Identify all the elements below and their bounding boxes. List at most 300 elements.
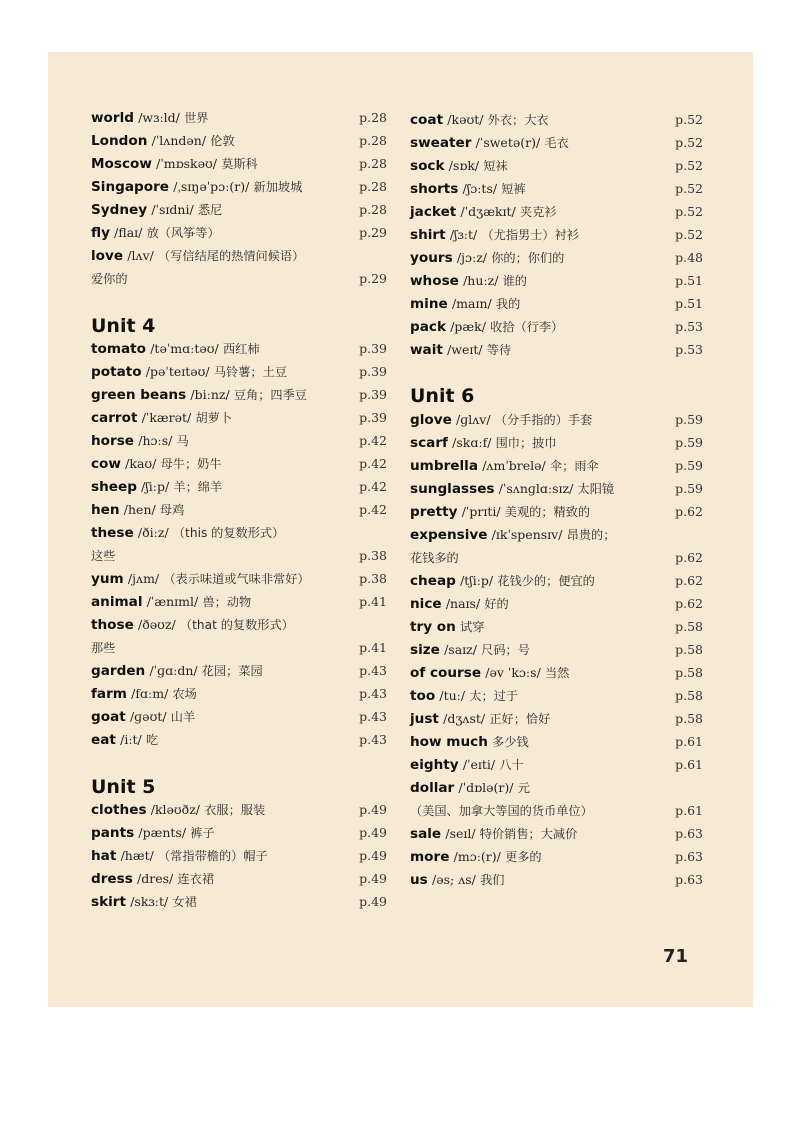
entry-page-ref: p.59 <box>675 458 703 473</box>
entry-line <box>410 871 504 890</box>
entry-translation: 毛衣 <box>544 136 569 150</box>
entry-word: sale <box>410 826 442 842</box>
entry-word: pretty <box>410 504 458 520</box>
entry-word: glove <box>410 412 452 428</box>
entry-page-ref: p.42 <box>359 433 387 448</box>
entry-phonetic: /ˈsʌnɡlɑːsɪz/ <box>498 481 574 496</box>
entry-word: more <box>410 849 450 865</box>
entry-line <box>91 616 294 635</box>
entry-line <box>410 480 614 499</box>
entry-line <box>410 180 526 199</box>
entry-line <box>91 824 215 843</box>
entry-line <box>91 155 258 174</box>
entry-line <box>91 386 307 405</box>
entry-line <box>91 178 302 197</box>
entry-translation: 放（风筝等） <box>146 226 220 240</box>
entry-phonetic: /ˈlʌndən/ <box>151 133 207 148</box>
entry-line <box>91 662 263 681</box>
vocab-entry <box>91 616 387 662</box>
vocab-entry <box>410 480 703 503</box>
entry-translation: 我们 <box>480 873 505 887</box>
entry-translation: 美观的；精致的 <box>504 505 591 519</box>
entry-translation: 新加坡城 <box>253 180 303 194</box>
entry-translation: 更多的 <box>505 850 542 864</box>
entry-word: garden <box>91 663 146 679</box>
vocab-entry <box>91 524 387 570</box>
entry-translation-continued: 爱你的 <box>91 272 128 286</box>
vocab-entry <box>410 434 703 457</box>
vocab-entry <box>410 457 703 480</box>
entry-word: wait <box>410 342 443 358</box>
entry-phonetic: /lʌv/ <box>127 248 154 263</box>
entry-translation: 太阳镜 <box>577 482 615 496</box>
entry-word: whose <box>410 273 459 289</box>
vocab-entry <box>410 687 703 710</box>
entry-phonetic: /ˈswetə(r)/ <box>475 135 541 150</box>
entry-line <box>410 710 550 729</box>
entry-translation: 短裤 <box>501 182 526 196</box>
vocab-entry <box>91 593 387 616</box>
entry-page-ref: p.51 <box>675 273 703 288</box>
entry-translation: 马铃薯；土豆 <box>213 365 287 379</box>
entry-phonetic: /ˈdɒlə(r)/ <box>458 780 514 795</box>
entry-page-ref: p.62 <box>675 596 703 611</box>
entry-page-ref: p.58 <box>675 711 703 726</box>
entry-phonetic: /maɪn/ <box>451 296 492 311</box>
entry-line <box>410 756 524 775</box>
entry-page-ref: p.61 <box>675 734 703 749</box>
vocab-entry <box>410 871 703 894</box>
entry-line <box>91 340 260 359</box>
entry-phonetic: /wɜːld/ <box>138 110 180 125</box>
entry-page-ref: p.43 <box>359 663 387 678</box>
entry-word: those <box>91 617 134 633</box>
unit-heading: Unit 6 <box>410 385 475 407</box>
vocab-entry <box>410 618 703 641</box>
vocab-entry <box>410 157 703 180</box>
entry-phonetic: /ðiːz/ <box>137 525 169 540</box>
entry-word: too <box>410 688 436 704</box>
vocab-entry <box>410 710 703 733</box>
entry-phonetic: /pæk/ <box>450 319 486 334</box>
entry-line <box>410 526 615 545</box>
entry-translation: 马 <box>176 434 189 448</box>
entry-translation-continued: 那些 <box>91 641 116 655</box>
entry-translation: 兽；动物 <box>202 595 252 609</box>
entry-word: just <box>410 711 439 727</box>
entry-phonetic: /ðəʊz/ <box>138 617 176 632</box>
entry-page-ref: p.59 <box>675 412 703 427</box>
entry-word: skirt <box>91 894 126 910</box>
vocab-entry <box>91 386 387 409</box>
entry-line <box>91 501 184 520</box>
vocab-entry <box>410 411 703 434</box>
vocabulary-page <box>48 52 753 1007</box>
entry-word: of course <box>410 665 482 681</box>
entry-translation: 农场 <box>172 687 197 701</box>
vocab-entry <box>91 201 387 224</box>
entry-translation: 母鸡 <box>159 503 185 517</box>
entry-page-ref: p.62 <box>675 573 703 588</box>
entry-page-ref: p.63 <box>675 849 703 864</box>
entry-translation: 元 <box>517 781 530 795</box>
entry-translation: 我的 <box>495 297 521 311</box>
entry-translation: 你的；你们的 <box>491 251 565 265</box>
entry-line <box>91 409 232 428</box>
vocab-entry <box>91 570 387 593</box>
entry-line <box>91 363 287 382</box>
entry-word: hat <box>91 848 117 864</box>
entry-page-ref: p.53 <box>675 319 703 334</box>
entry-translation: 伦敦 <box>210 134 235 148</box>
entry-translation: 裤子 <box>190 826 215 840</box>
entry-page-ref: p.28 <box>359 133 387 148</box>
entry-phonetic: /ɡəʊt/ <box>129 709 167 724</box>
entry-word: how much <box>410 734 488 750</box>
entry-word: world <box>91 110 134 126</box>
entry-word: scarf <box>410 435 448 451</box>
entry-line <box>91 685 197 704</box>
vocab-entry <box>410 226 703 249</box>
entry-translation: 外衣；大衣 <box>487 113 549 127</box>
entry-line <box>410 664 569 683</box>
entry-phonetic: /ʃiːp/ <box>141 479 170 494</box>
entry-word: animal <box>91 594 143 610</box>
entry-page-ref: p.39 <box>359 341 387 356</box>
entry-translation: 羊；绵羊 <box>173 480 223 494</box>
vocab-entry <box>91 870 387 893</box>
entry-phonetic: /ɪkˈspensɪv/ <box>491 527 563 542</box>
entry-phonetic: /ˈmɒskəʊ/ <box>156 156 217 171</box>
entry-line <box>410 111 549 130</box>
entry-line <box>410 572 595 591</box>
entry-phonetic: /əs; ʌs/ <box>431 872 476 887</box>
entry-phonetic: /ˌsɪŋəˈpɔː(r)/ <box>173 179 250 194</box>
entry-translation: 莫斯科 <box>221 157 258 171</box>
entry-translation: （that 的复数形式） <box>179 618 294 632</box>
entry-translation: 豆角；四季豆 <box>233 388 307 402</box>
entry-translation-continued: （美国、加拿大等国的货币单位） <box>410 804 593 818</box>
vocab-entry <box>91 155 387 178</box>
entry-page-ref: p.43 <box>359 732 387 747</box>
entry-translation: （分手指的）手套 <box>494 413 593 427</box>
entry-page-ref: p.41 <box>359 640 387 655</box>
entry-translation: 尺码；号 <box>481 643 530 657</box>
entry-phonetic: /əv ˈkɔːs/ <box>485 665 541 680</box>
entry-word: size <box>410 642 440 658</box>
entry-page-ref: p.48 <box>675 250 703 265</box>
page-number: 71 <box>663 946 689 967</box>
entry-phonetic: /tuː/ <box>439 688 466 703</box>
entry-word: cow <box>91 456 121 472</box>
vocab-entry <box>91 247 387 293</box>
entry-word: goat <box>91 709 126 725</box>
entry-line <box>91 247 304 266</box>
entry-page-ref: p.28 <box>359 110 387 125</box>
entry-word: hen <box>91 502 120 518</box>
entry-page-ref: p.52 <box>675 227 703 242</box>
entry-line <box>91 870 214 889</box>
entry-translation: 西红柿 <box>222 342 260 356</box>
entry-word: jacket <box>410 204 457 220</box>
vocab-entry <box>410 572 703 595</box>
entry-translation: 世界 <box>184 111 209 125</box>
vocab-entry <box>410 779 703 825</box>
entry-word: love <box>91 248 124 264</box>
vocab-entry <box>91 109 387 132</box>
entry-line <box>410 641 530 660</box>
entry-page-ref: p.29 <box>359 271 387 286</box>
vocab-entry <box>91 363 387 386</box>
vocab-entry <box>410 203 703 226</box>
entry-word: tomato <box>91 341 147 357</box>
entry-phonetic: /jɔːz/ <box>456 250 487 265</box>
entry-line <box>91 132 235 151</box>
vocab-entry <box>91 132 387 155</box>
vocab-entry <box>410 318 703 341</box>
entry-page-ref: p.39 <box>359 387 387 402</box>
entry-translation: 谁的 <box>502 274 527 288</box>
vocab-entry <box>91 501 387 524</box>
entry-translation: 伞；雨伞 <box>549 459 599 473</box>
entry-page-ref: p.58 <box>675 688 703 703</box>
entry-word: sock <box>410 158 445 174</box>
vocab-entry <box>410 134 703 157</box>
entry-translation: 好的 <box>484 597 509 611</box>
entry-word: carrot <box>91 410 138 426</box>
entry-word: shorts <box>410 181 459 197</box>
entry-phonetic: /biːnz/ <box>190 387 230 402</box>
entry-line <box>91 593 251 612</box>
entry-line <box>410 457 599 476</box>
entry-translation: 正好；恰好 <box>489 712 551 726</box>
entry-line <box>410 618 484 637</box>
vocab-entry <box>410 111 703 134</box>
entry-translation: 当然 <box>544 666 570 680</box>
entry-line <box>410 503 590 522</box>
entry-word: cheap <box>410 573 456 589</box>
vocab-entry <box>410 503 703 526</box>
entry-page-ref: p.49 <box>359 894 387 909</box>
entry-translation: （表示味道或气味非常好） <box>163 572 310 586</box>
entry-page-ref: p.62 <box>675 504 703 519</box>
entry-page-ref: p.49 <box>359 848 387 863</box>
vocab-entry <box>410 825 703 848</box>
entry-word: Singapore <box>91 179 170 195</box>
entry-page-ref: p.51 <box>675 296 703 311</box>
entry-translation: 花钱少的；便宜的 <box>497 574 595 588</box>
entry-translation: 悉尼 <box>197 203 223 217</box>
entry-phonetic: /kəʊt/ <box>447 112 484 127</box>
entry-line <box>410 226 579 245</box>
vocab-entry <box>410 249 703 272</box>
entry-phonetic: /ˈkærət/ <box>141 410 192 425</box>
entry-line <box>410 295 520 314</box>
vocab-entry <box>410 180 703 203</box>
entry-phonetic: /ˈsɪdni/ <box>151 202 194 217</box>
vocab-entry <box>410 272 703 295</box>
entry-page-ref: p.39 <box>359 410 387 425</box>
entry-word: dollar <box>410 780 455 796</box>
entry-line <box>410 848 542 867</box>
entry-page-ref: p.63 <box>675 872 703 887</box>
entry-line <box>91 708 195 727</box>
entry-line <box>410 272 527 291</box>
vocab-entry <box>410 733 703 756</box>
entry-phonetic: /sɒk/ <box>448 158 480 173</box>
entry-line <box>410 134 569 153</box>
entry-translation: 等待 <box>486 343 512 357</box>
entry-word: try on <box>410 619 456 635</box>
entry-line <box>410 249 564 268</box>
vocab-entry <box>91 685 387 708</box>
entry-page-ref: p.28 <box>359 156 387 171</box>
entry-translation: 试穿 <box>460 620 485 634</box>
vocab-entry <box>91 731 387 754</box>
entry-line <box>91 478 222 497</box>
entry-word: fly <box>91 225 110 241</box>
entry-phonetic: /kaʊ/ <box>125 456 157 471</box>
entry-line <box>410 595 509 614</box>
vocab-entry <box>91 432 387 455</box>
entry-line <box>410 318 563 337</box>
entry-line <box>91 524 284 543</box>
entry-page-ref: p.52 <box>675 135 703 150</box>
entry-phonetic: /dʒʌst/ <box>443 711 486 726</box>
entry-page-ref: p.59 <box>675 435 703 450</box>
entry-page-ref: p.42 <box>359 456 387 471</box>
entry-translation: 短袜 <box>483 159 508 173</box>
vocab-entry <box>91 455 387 478</box>
entry-phonetic: /ˈænɪml/ <box>146 594 199 609</box>
entry-phonetic: /təˈmɑːtəʊ/ <box>150 341 219 356</box>
entry-phonetic: /ʃɔːts/ <box>462 181 498 196</box>
entry-word: these <box>91 525 134 541</box>
entry-word: yours <box>410 250 453 266</box>
entry-translation: （尤指男士）衬衫 <box>481 228 579 242</box>
entry-page-ref: p.28 <box>359 202 387 217</box>
entry-phonetic: /huːz/ <box>463 273 499 288</box>
entry-word: expensive <box>410 527 488 543</box>
entry-translation: 昂贵的； <box>566 528 616 542</box>
entry-page-ref: p.61 <box>675 803 703 818</box>
vocab-entry <box>410 641 703 664</box>
entry-word: dress <box>91 871 133 887</box>
entry-line <box>410 779 530 798</box>
entry-translation: 衣服；服装 <box>204 803 266 817</box>
entry-translation-continued: 这些 <box>91 549 116 563</box>
entry-translation: 收拾（行李） <box>490 320 564 334</box>
entry-page-ref: p.63 <box>675 826 703 841</box>
entry-translation: 夹克衫 <box>519 205 557 219</box>
entry-word: sheep <box>91 479 137 495</box>
entry-translation: 特价销售；大减价 <box>479 827 578 841</box>
vocab-entry <box>91 662 387 685</box>
entry-phonetic: /fɑːm/ <box>131 686 169 701</box>
entry-phonetic: /skɜːt/ <box>130 894 169 909</box>
entry-word: pack <box>410 319 447 335</box>
entry-phonetic: /jʌm/ <box>127 571 160 586</box>
vocab-entry <box>410 664 703 687</box>
entry-phonetic: /tʃiːp/ <box>460 573 494 588</box>
entry-word: mine <box>410 296 448 312</box>
entry-page-ref: p.38 <box>359 548 387 563</box>
entry-word: sunglasses <box>410 481 495 497</box>
entry-page-ref: p.29 <box>359 225 387 240</box>
entry-page-ref: p.52 <box>675 112 703 127</box>
vocab-entry <box>410 595 703 618</box>
entry-page-ref: p.43 <box>359 686 387 701</box>
entry-phonetic: /ˈprɪti/ <box>461 504 501 519</box>
entry-phonetic: /ˈdʒækɪt/ <box>460 204 516 219</box>
entry-page-ref: p.39 <box>359 364 387 379</box>
entry-word: nice <box>410 596 442 612</box>
entry-line <box>91 893 197 912</box>
entry-page-ref: p.52 <box>675 204 703 219</box>
entry-translation: 八十 <box>499 758 524 772</box>
entry-line <box>410 341 511 360</box>
entry-word: Moscow <box>91 156 152 172</box>
entry-word: yum <box>91 571 124 587</box>
entry-line <box>91 847 268 866</box>
entry-phonetic: /ʌmˈbrelə/ <box>482 458 546 473</box>
entry-phonetic: /pænts/ <box>138 825 187 840</box>
entry-line <box>91 432 189 451</box>
entry-line <box>91 455 222 474</box>
entry-phonetic: /hen/ <box>123 502 156 517</box>
entry-translation: 太；过于 <box>469 689 519 703</box>
entry-word: clothes <box>91 802 147 818</box>
entry-page-ref: p.49 <box>359 871 387 886</box>
entry-line <box>91 570 310 589</box>
entry-line <box>91 224 220 243</box>
entry-line <box>410 825 577 844</box>
entry-translation: 花园；菜园 <box>201 664 263 678</box>
entry-translation: （this 的复数形式） <box>172 526 285 540</box>
entry-phonetic: /kləʊðz/ <box>150 802 201 817</box>
entry-page-ref: p.42 <box>359 502 387 517</box>
unit-heading: Unit 4 <box>91 315 156 337</box>
entry-line <box>410 411 592 430</box>
entry-page-ref: p.43 <box>359 709 387 724</box>
entry-page-ref: p.52 <box>675 158 703 173</box>
entry-line <box>91 731 158 750</box>
entry-phonetic: /ˈeɪti/ <box>462 757 496 772</box>
vocab-entry <box>91 801 387 824</box>
entry-translation: （写信结尾的热情问候语） <box>158 249 305 263</box>
entry-translation: 母牛；奶牛 <box>160 457 222 471</box>
entry-phonetic: /ʃɜːt/ <box>449 227 478 242</box>
entry-word: Sydney <box>91 202 148 218</box>
vocab-entry <box>91 409 387 432</box>
entry-word: sweater <box>410 135 472 151</box>
entry-phonetic: /saɪz/ <box>444 642 477 657</box>
entry-line <box>410 733 529 752</box>
entry-translation: 胡萝卜 <box>195 411 233 425</box>
vocab-entry <box>91 824 387 847</box>
entry-phonetic: /mɔː(r)/ <box>453 849 501 864</box>
entry-word: potato <box>91 364 142 380</box>
entry-word: umbrella <box>410 458 478 474</box>
entry-page-ref: p.52 <box>675 181 703 196</box>
vocab-entry <box>91 340 387 363</box>
vocab-entry <box>91 224 387 247</box>
vocab-entry <box>410 341 703 364</box>
entry-translation: （常指带檐的）帽子 <box>158 849 268 863</box>
entry-word: horse <box>91 433 135 449</box>
entry-word: us <box>410 872 428 888</box>
entry-page-ref: p.53 <box>675 342 703 357</box>
